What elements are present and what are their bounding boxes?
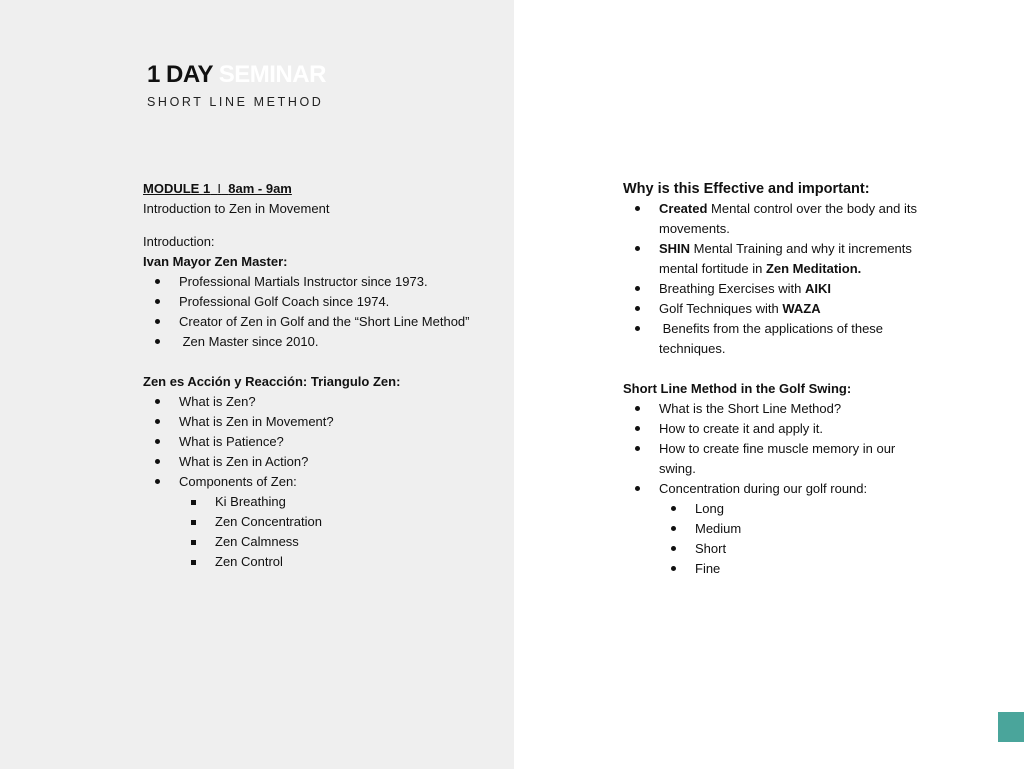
concentration-list	[623, 499, 953, 579]
list-item	[623, 279, 953, 299]
right-column	[623, 179, 953, 579]
list-item: Concentration during our golf round:	[623, 479, 953, 499]
list-item: Components of Zen:	[143, 472, 503, 492]
module-time: 8am - 9am	[228, 181, 292, 196]
list-item: Professional Golf Coach since 1974.	[143, 292, 503, 312]
why-item-bold-end: AIKI	[804, 281, 831, 296]
list-item: Zen Control	[143, 552, 503, 572]
why-item-bold: Created	[659, 201, 708, 216]
list-item: What is Patience?	[143, 432, 503, 452]
list-item: Long	[623, 499, 953, 519]
list-item: How to create it and apply it.	[623, 419, 953, 439]
slm-heading: Short Line Method in the Golf Swing:	[623, 381, 852, 396]
module-subtitle: Introduction to Zen in Movement	[143, 201, 330, 216]
why-item-bold-end: WAZA	[782, 301, 821, 316]
why-heading: Why is this Effective and important:	[623, 181, 870, 197]
intro-label: Introduction:	[143, 234, 215, 249]
module-heading	[143, 179, 503, 199]
list-item	[623, 199, 953, 239]
why-item-bold-end: Zen Meditation.	[765, 261, 862, 276]
zen-heading: Zen es Acción y Reacción: Triangulo Zen:	[143, 374, 401, 389]
page-title	[147, 61, 326, 89]
title-part-2: SEMINAR	[218, 61, 326, 88]
master-heading: Ivan Mayor Zen Master:	[143, 254, 288, 269]
list-item: Creator of Zen in Golf and the “Short Line Method”	[143, 312, 503, 332]
page-subtitle: SHORT LINE METHOD	[147, 95, 324, 109]
list-item: How to create fine muscle memory in our swing.	[623, 439, 953, 479]
list-item	[623, 319, 953, 359]
why-item-text: Mental control over the body and its movements.	[659, 201, 917, 236]
why-item-text: Breathing Exercises with	[659, 281, 805, 296]
module-separator: I	[217, 181, 222, 196]
why-item-text: Mental Training and why it increments mental fortitude in	[659, 241, 912, 276]
why-item-bold: SHIN	[659, 241, 691, 256]
list-item: Ki Breathing	[143, 492, 503, 512]
list-item: What is the Short Line Method?	[623, 399, 953, 419]
left-column	[143, 179, 503, 572]
zen-components-list	[143, 492, 503, 572]
title-part-1: 1 DAY	[147, 61, 213, 88]
why-item-text: Benefits from the applications of these techniques.	[659, 321, 887, 356]
page-marker	[998, 712, 1024, 742]
why-item-text: Golf Techniques with	[659, 301, 783, 316]
list-item: What is Zen in Action?	[143, 452, 503, 472]
list-item: Professional Martials Instructor since 1973.	[143, 272, 503, 292]
why-list	[623, 199, 953, 359]
list-item: Zen Calmness	[143, 532, 503, 552]
list-item: Medium	[623, 519, 953, 539]
list-item	[623, 239, 953, 279]
list-item: Zen Master since 2010.	[143, 332, 503, 352]
slm-list	[623, 399, 953, 499]
module-label: MODULE 1	[143, 181, 211, 196]
master-list	[143, 272, 503, 352]
list-item: What is Zen?	[143, 392, 503, 412]
zen-list	[143, 392, 503, 492]
list-item: What is Zen in Movement?	[143, 412, 503, 432]
list-item: Short	[623, 539, 953, 559]
list-item: Fine	[623, 559, 953, 579]
list-item: Zen Concentration	[143, 512, 503, 532]
list-item	[623, 299, 953, 319]
